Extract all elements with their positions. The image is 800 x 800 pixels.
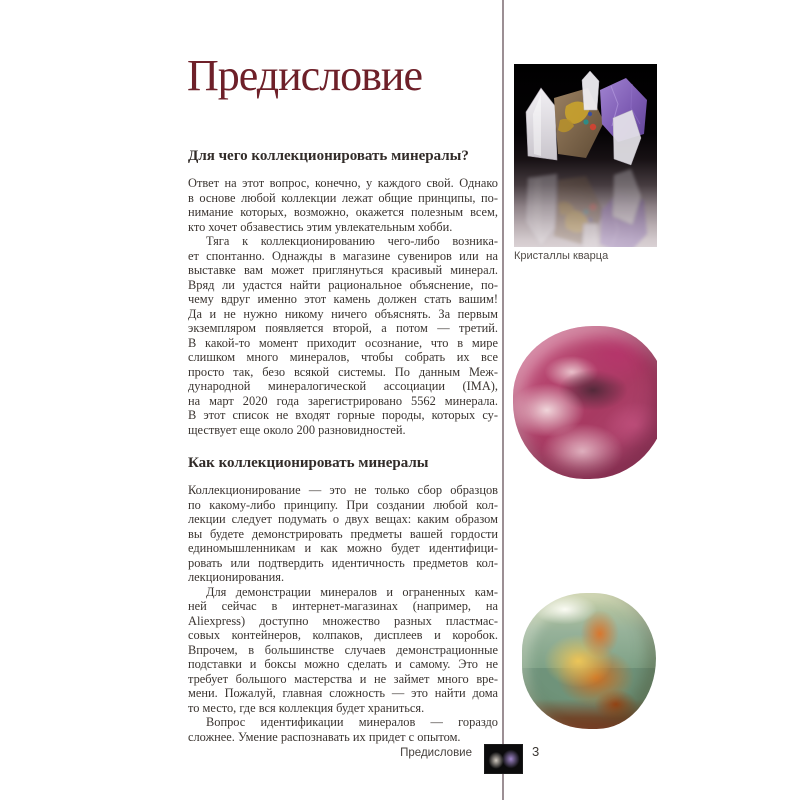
- text-line: выставке вам может приглянуться красивый минерал.: [188, 263, 498, 277]
- text-line: Для демонстрации минералов и ограненных кам-: [206, 584, 498, 599]
- text-line: сложнее. Умение распознавать их придет с опытом.: [188, 729, 461, 744]
- paragraph: [188, 234, 498, 437]
- text-line: нимание которых, возможно, окажется полезным всем,: [188, 205, 498, 219]
- page-number: 3: [532, 744, 540, 759]
- text-line: Ответ на этот вопрос, конечно, у каждого свой. Однако: [188, 176, 498, 190]
- text-line: совых контейнеров, колпаков, дисплеев и коробок.: [188, 628, 498, 642]
- paragraph: [188, 715, 498, 744]
- text-line: на март 2020 года зарегистрировано 5562 минерала.: [188, 393, 498, 408]
- text-line: Вряд ли удастся найти рациональное объяснение, по-: [188, 277, 498, 292]
- column-divider-rule: [502, 0, 504, 800]
- text-line: подставки и боксы можно сделать и самому. Это не: [188, 657, 498, 671]
- text-line: мени. Пожалуй, главная сложность — это найти дома: [188, 686, 498, 700]
- jasper-stone-photo: [518, 589, 660, 733]
- text-line: Да и не нужно никому ничего объяснять. За первым: [188, 306, 498, 321]
- jasper-stone-shape: [522, 593, 656, 729]
- text-line: ществует еще около 200 разновидностей.: [188, 422, 406, 437]
- text-line: Тяга к коллекционированию чего-либо возника-: [206, 234, 498, 248]
- text-line: ровать или подтвердить идентичность предметов кол-: [188, 555, 498, 570]
- quartz-crystals-photo: [514, 64, 657, 247]
- text-line: ет спонтанно. Однажды в магазине сувениров или на: [188, 248, 498, 263]
- text-line: лекционирования.: [188, 570, 285, 584]
- text-line: то место, где вся коллекция будет храниться.: [188, 700, 425, 715]
- section-heading: Для чего коллекционировать минералы?: [188, 148, 469, 164]
- text-line: кто хочет обзавестись этим увлекательным хобби.: [188, 219, 453, 234]
- pink-stone-shape: [513, 326, 657, 479]
- page-title: Предисловие: [187, 51, 422, 100]
- paragraph: [188, 585, 498, 716]
- paragraph: [188, 483, 498, 585]
- text-line: просто так, безо всякой системы. По данным Меж-: [188, 364, 498, 379]
- text-line: Вопрос идентификации минералов — гораздо: [206, 715, 498, 729]
- pink-stone-photo: [512, 322, 657, 484]
- text-line: требует большого мастерства и не займет много вре-: [188, 671, 498, 686]
- footer-mineral-thumbnail: [484, 744, 523, 774]
- paragraph: [188, 176, 498, 234]
- article: [188, 148, 498, 744]
- figure-caption: Кристаллы кварца: [514, 250, 609, 262]
- text-line: лекции следует подумать о двух вещах: каким образом: [188, 512, 498, 526]
- text-line: чему вдруг именно этот камень должен стать вашим!: [188, 292, 498, 306]
- text-line: по какому-либо принципу. При создании любой кол-: [188, 497, 498, 512]
- quartz-crystals-illustration: [514, 64, 657, 247]
- text-line: ней сейчас в интернет-магазинах (например, на: [188, 599, 498, 613]
- text-line: дународной минералогической ассоциации (IMA),: [188, 379, 498, 393]
- text-line: Впрочем, в большинстве случаев демонстрационные: [188, 642, 498, 657]
- section-heading: Как коллекционировать минералы: [188, 455, 429, 471]
- footer-chapter-label: Предисловие: [400, 747, 472, 759]
- text-line: экземпляром появляется второй, а потом — третий.: [188, 321, 498, 335]
- text-line: слишком много минералов, чтобы собрать их все: [188, 350, 498, 364]
- text-line: в основе любой коллекции лежат общие принципы, по-: [188, 190, 498, 205]
- text-line: Коллекционирование — это не только сбор образцов: [188, 483, 498, 497]
- text-line: единомышленникам и как можно будет идентифици-: [188, 541, 498, 555]
- text-line: Aliexpress) доступно множество разных пластмас-: [188, 613, 498, 628]
- text-line: В какой-то момент приходит осознание, что в мире: [188, 335, 498, 350]
- text-line: вы будете демонстрировать предметы вашей гордости: [188, 526, 498, 541]
- text-line: В этот список не входят горные породы, которых су-: [188, 408, 498, 422]
